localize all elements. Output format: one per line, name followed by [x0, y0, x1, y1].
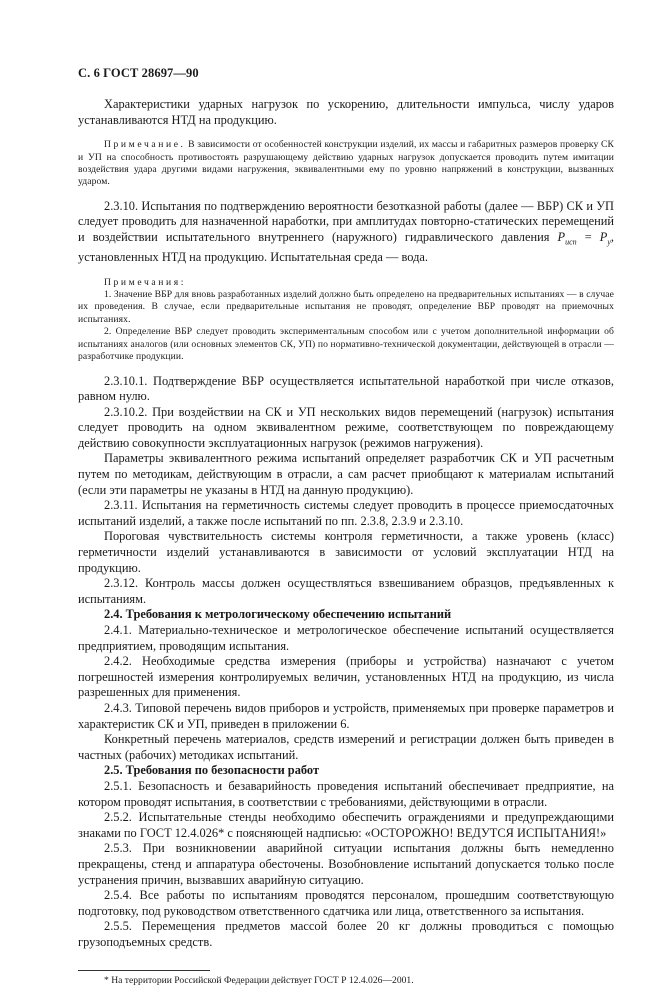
paragraph-2-3-12: 2.3.12. Контроль массы должен осуществляться взвешиванием образцов, предъявленных к испытаниям. — [78, 576, 614, 606]
note-body: В зависимости от особенностей конструкции изделий, их массы и габаритных размеров проверку СК и УП на способность противостоять разрушающему действию ударных нагрузок допускается проводить путем имитации воздействия удара другими видами нагружения, эквивалентными ему по уровню напряжений в конструкции, вызванных ударом. — [78, 139, 614, 188]
paragraph-2-3-10 — [78, 199, 614, 266]
formula-subscript-y: у — [607, 237, 611, 247]
paragraph-materials-list: Конкретный перечень материалов, средств измерений и регистрации должен быть приведен в частных (рабочих) методиках испытаний. — [78, 732, 614, 762]
paragraph-sensitivity: Пороговая чувствительность системы контроля герметичности, а также уровень (класс) герметичности изделий устанавливаются в зависимости от условий эксплуатации НТД на продукцию. — [78, 529, 614, 575]
formula-p-test — [557, 230, 577, 247]
notes-heading: Примечания: — [104, 276, 186, 288]
paragraph-impact-loads: Характеристики ударных нагрузок по ускорению, длительности импульса, числу ударов устанавливаются НТД на продукцию. — [78, 97, 614, 127]
paragraph-2-3-10-text-b: , установленных НТД на продукцию. Испытательная среда — вода. — [78, 230, 614, 265]
formula-subscript-test: исп — [565, 237, 577, 247]
paragraph-2-4-1: 2.4.1. Материально-техническое и метрологическое обеспечение испытаний осуществляется предприятием, проводящим испытания. — [78, 623, 614, 653]
note-impact — [78, 139, 614, 189]
paragraph-2-5-3: 2.5.3. При возникновении аварийной ситуации испытания должны быть немедленно прекращены, стенд и аппаратура обесточены. Возобновление испытаний допускается только после устранения причин, вызвавших аварийную ситуацию. — [78, 841, 614, 887]
section-heading-2-4: 2.4. Требования к метрологическому обеспечению испытаний — [104, 607, 452, 622]
page-header: С. 6 ГОСТ 28697—90 — [78, 66, 199, 80]
note-item-1: 1. Значение ВБР для вновь разработанных изделий должно быть определено на предварительных испытаниях — в случае их проведения. В случае, если предварительные испытания не проводят, определение ВБР проводят на приемочных испытаниях. — [78, 289, 614, 325]
paragraph-2-3-10-1: 2.3.10.1. Подтверждение ВБР осуществляется испытательной наработкой при числе отказов, равном нулю. — [78, 373, 614, 404]
document-page — [78, 66, 614, 988]
paragraph-2-3-10-text-a: 2.3.10. Испытания по подтверждению вероятности безотказной работы (далее — ВБР) СК и УП следует проводить для назначенной наработки, при амплитудах повторно-статических перемещений и воздействии испытательного внутреннего (наружного) гидравлического давления — [78, 198, 614, 244]
footnote-divider — [78, 970, 210, 971]
paragraph-2-4-3: 2.4.3. Типовой перечень видов приборов и устройств, применяемых при проверке параметров и характеристик СК и УП, приведен в приложении 6. — [78, 700, 614, 731]
footnote: * На территории Российской Федерации действует ГОСТ Р 12.4.026—2001. — [104, 975, 414, 987]
paragraph-2-5-5: 2.5.5. Перемещения предметов массой более 20 кг должны проводиться с помощью грузоподъемных средств. — [78, 919, 614, 949]
formula-symbol-p2: P — [599, 230, 608, 244]
paragraph-2-4-2: 2.4.2. Необходимые средства измерения (приборы и устройства) назначают с учетом погрешностей измерения контролируемых величин, установленных НТД на продукцию, из числа разрешенных для применения. — [78, 654, 614, 700]
notes-vbr — [78, 277, 614, 364]
paragraph-2-3-10-2: 2.3.10.2. При воздействии на СК и УП нескольких видов перемещений (нагрузок) испытания следует проводить на одном эквивалентном режиме, соответствующем по повреждающему действию совокупности эксплуатационных нагрузок (режимов нагружения). — [78, 404, 614, 450]
paragraph-2-3-11: 2.3.11. Испытания на герметичность системы следует проводить в процессе приемосдаточных испытаний изделий, а также после испытаний по пп. 2.3.8, 2.3.9 и 2.3.10. — [78, 498, 614, 528]
note-label: Примечание. — [104, 139, 186, 151]
paragraph-2-5-1: 2.5.1. Безопасность и безаварийность проведения испытаний обеспечивает предприятие, на котором проводят испытания, в соответствии с требованиями, действующими в отрасли. — [78, 778, 614, 809]
formula-equals: = — [576, 230, 600, 244]
note-item-2: 2. Определение ВБР следует проводить экспериментальным способом или с учетом дополнительной информации об испытаниях аналогов (или основных элементов СК, УП) по нормативно-технической документации, действующей в отрасли — разработчике продукции. — [78, 326, 614, 363]
formula-symbol-p: P — [557, 230, 566, 244]
paragraph-2-5-4: 2.5.4. Все работы по испытаниям проводятся персоналом, прошедшим соответствующую подготовку, под руководством ответственного сдатчика или лица, ответственного за испытания. — [78, 888, 614, 918]
formula-p-y — [599, 230, 611, 247]
paragraph-2-5-2: 2.5.2. Испытательные стенды необходимо обеспечить ограждениями и предупреждающими знаками по ГОСТ 12.4.026* с поясняющей надписью: «ОСТОРОЖНО! ВЕДУТСЯ ИСПЫТАНИЯ!» — [78, 810, 614, 840]
section-heading-2-5: 2.5. Требования по безопасности работ — [104, 763, 320, 778]
note-text — [78, 139, 614, 189]
paragraph-equivalent-mode: Параметры эквивалентного режима испытаний определяет разработчик СК и УП расчетным путем по методикам, действующим в отрасли, а сам расчет приобщают к материалам испытаний (если эти параметры не указаны в НТД на данную продукцию). — [78, 451, 614, 497]
